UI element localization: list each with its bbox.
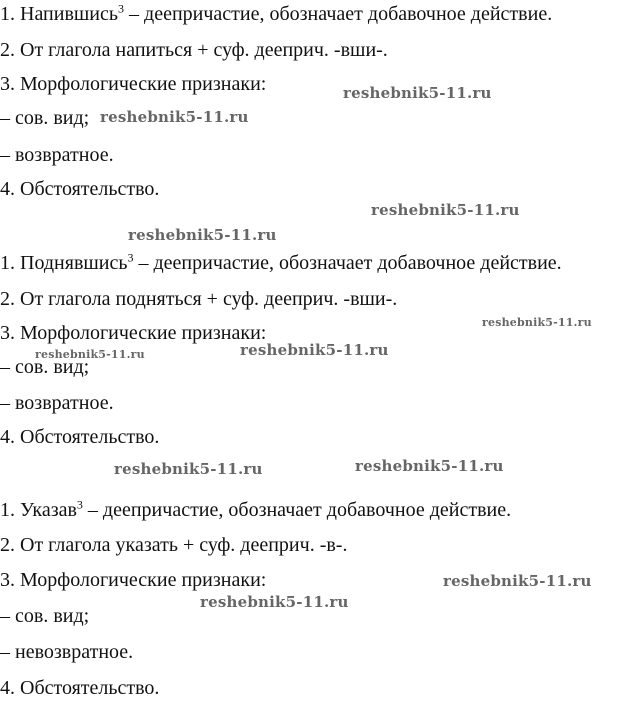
block2-item2: 2. От глагола подняться + суф. дееприч. -вши-. (0, 288, 398, 310)
watermark: reshebnik5-11.ru (343, 84, 492, 102)
block3-item4: 4. Обстоятельство. (0, 677, 160, 699)
block2-item3: 3. Морфологические признаки: (0, 322, 267, 344)
block3-item3: 3. Морфологические признаки: (0, 569, 267, 591)
watermark: reshebnik5-11.ru (482, 316, 592, 329)
block3-item1 (0, 498, 511, 522)
watermark: reshebnik5-11.ru (200, 593, 349, 611)
block2-trait2: – возвратное. (0, 392, 114, 414)
block3-word: 1. Указав (0, 499, 77, 521)
watermark: reshebnik5-11.ru (100, 108, 249, 126)
block2-definition: – деепричастие, обозначает добавочное действие. (133, 252, 562, 274)
watermark: reshebnik5-11.ru (35, 348, 145, 361)
block2-item4: 4. Обстоятельство. (0, 426, 160, 448)
watermark: reshebnik5-11.ru (355, 457, 504, 475)
watermark: reshebnik5-11.ru (443, 572, 592, 590)
block1-item4: 4. Обстоятельство. (0, 178, 160, 200)
block2-item1 (0, 251, 562, 275)
block1-footnote: 3 (118, 1, 125, 16)
watermark: reshebnik5-11.ru (371, 201, 520, 219)
block3-definition: – деепричастие, обозначает добавочное действие. (82, 499, 512, 521)
block2-trait1: – сов. вид; (0, 356, 90, 378)
watermark: reshebnik5-11.ru (128, 226, 277, 244)
block1-item2: 2. От глагола напиться + суф. дееприч. -вши-. (0, 39, 388, 61)
block3-trait2: – невозвратное. (0, 641, 134, 663)
block2-word: 1. Поднявшись (0, 252, 128, 274)
block3-item2: 2. От глагола указать + суф. дееприч. -в-. (0, 534, 348, 556)
block1-trait1: – сов. вид; (0, 107, 90, 129)
block1-definition: – деепричастие, обозначает добавочное действие. (124, 3, 553, 25)
watermark: reshebnik5-11.ru (240, 341, 389, 359)
block3-trait1: – сов. вид; (0, 605, 90, 627)
block1-item3: 3. Морфологические признаки: (0, 73, 267, 95)
block2-footnote: 3 (127, 250, 134, 265)
watermark: reshebnik5-11.ru (114, 460, 263, 478)
block1-word: 1. Напившись (0, 3, 119, 25)
block1-item1 (0, 2, 552, 26)
block1-trait2: – возвратное. (0, 144, 114, 166)
block3-footnote: 3 (76, 497, 83, 512)
